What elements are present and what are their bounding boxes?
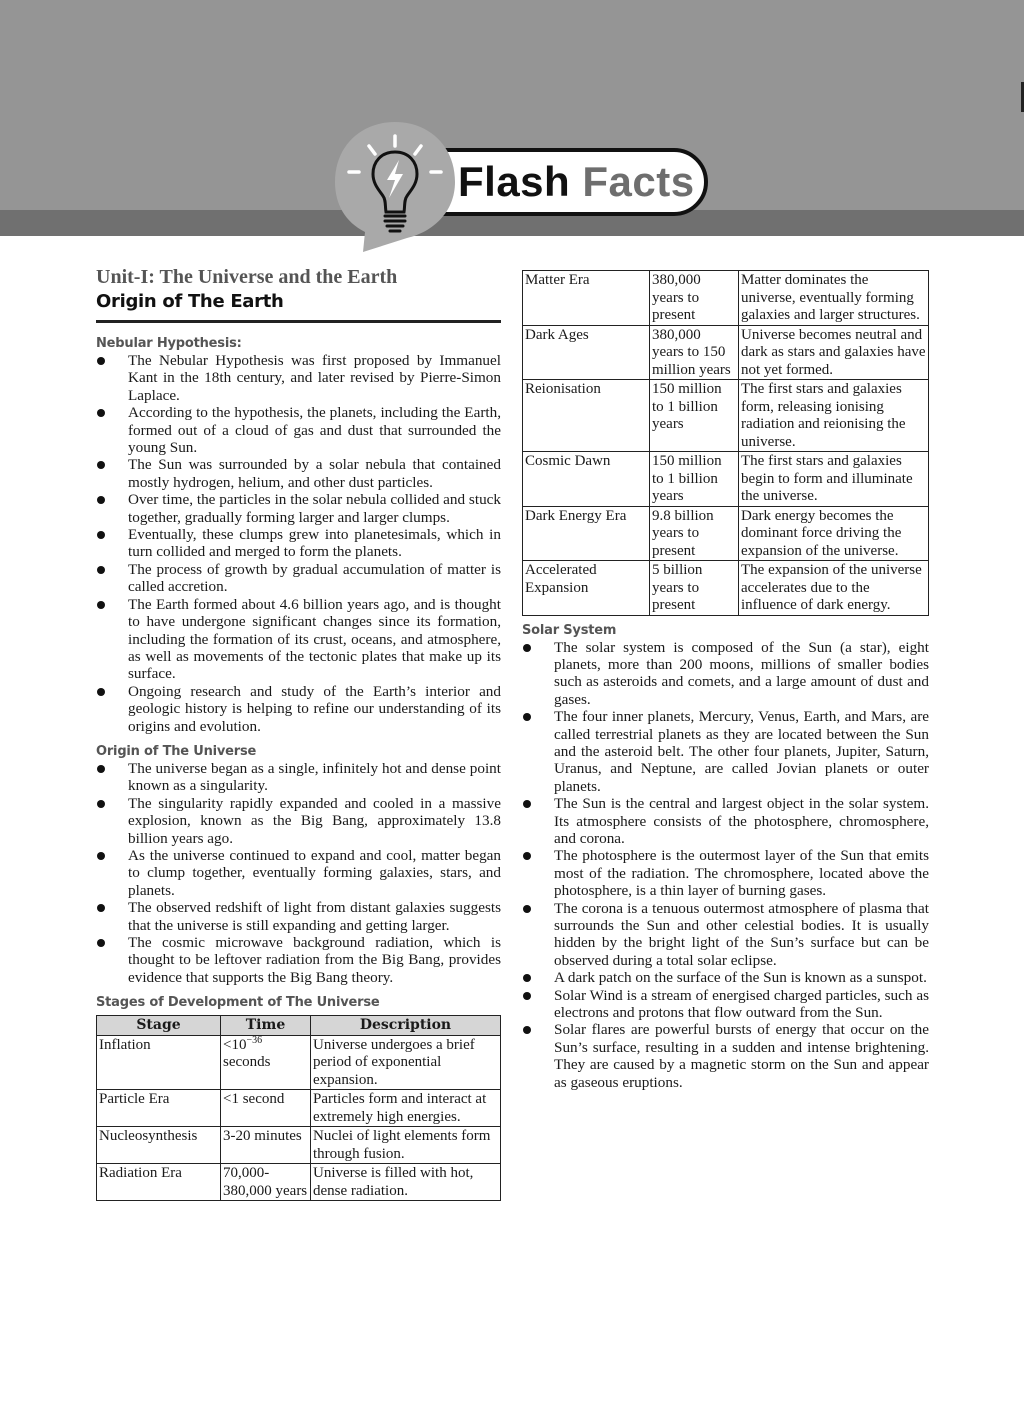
list-item: The solar system is composed of the Sun (a star), eight planets, more than 200 moons, millions of smaller bodies such as asteroids and comets, and a large amount of dust and gases. [522,639,929,709]
table-row [523,452,929,507]
table-row [97,1164,501,1201]
bullet-icon [97,566,105,574]
bullet-icon [523,644,531,652]
bullet-icon [523,852,531,860]
list-item: As the universe continued to expand and cool, matter began to clump together, eventually forming galaxies, stars, and planets. [96,847,501,899]
bullet-icon [523,1026,531,1034]
list-item: The corona is a tenuous outermost atmosphere of plasma that surrounds the Sun and other celestial bodies. It is usually hidden by the bright light of the Sun’s surface but can be observed during a total solar eclipse. [522,900,929,970]
cell-description: The expansion of the universe accelerates due to the influence of dark energy. [739,561,929,616]
table-row [97,1035,501,1090]
cell-time: 380,000 years to 150 million years [650,325,739,380]
cell-description: Universe is filled with hot, dense radiation. [311,1164,501,1201]
table-row [523,325,929,380]
list-item: The photosphere is the outermost layer of the Sun that emits most of the radiation. The chromosphere, located above the photosphere, is a thin layer of burning gases. [522,847,929,899]
cell-time: 380,000 years to present [650,271,739,326]
stages-table [96,1015,501,1201]
table-row [523,506,929,561]
bullet-icon [523,800,531,808]
cell-description: Universe becomes neutral and dark as stars and galaxies have not yet formed. [739,325,929,380]
cell-time: 5 billion years to present [650,561,739,616]
table-row [97,1127,501,1164]
list-item: The Sun is the central and largest object in the solar system. Its atmosphere consists of the photosphere, chromosphere, and corona. [522,795,929,847]
cell-time: <1 second [221,1090,311,1127]
cell-time: 150 million to 1 billion years [650,380,739,452]
table-row [523,271,929,326]
bullet-icon [97,852,105,860]
list-item: Solar flares are powerful bursts of energy that occur on the Sun’s surface, resulting in a sudden and intense brightening. They are caused by a magnetic storm on the Sun and appear as gaseous eruptions. [522,1021,929,1091]
list-item: Ongoing research and study of the Earth’s interior and geologic history is helping to refine our understanding of its origins and evolution. [96,683,501,735]
cell-stage: Matter Era [523,271,650,326]
cell-stage: Nucleosynthesis [97,1127,221,1164]
bullet-icon [523,974,531,982]
cell-time: $<10^{-36}$ seconds [221,1035,311,1090]
section-title: Origin of The Earth [96,290,501,323]
stages-heading: Stages of Development of The Universe [96,995,380,1011]
list-item: Over time, the particles in the solar nebula collided and stuck together, gradually forming larger and larger clumps. [96,491,501,526]
bullet-icon [97,939,105,947]
bullet-icon [97,531,105,539]
cell-description: The first stars and galaxies begin to form and illuminate the universe. [739,452,929,507]
list-item: The Nebular Hypothesis was first proposed by Immanuel Kant in the 18th century, and later revised by Pierre-Simon Laplace. [96,352,501,404]
banner-word-flash: Flash [458,158,571,205]
cell-description: Dark energy becomes the dominant force driving the expansion of the universe. [739,506,929,561]
list-item: The process of growth by gradual accumulation of matter is called accretion. [96,561,501,596]
list-item: Solar Wind is a stream of energised charged particles, such as electrons and protons that flow outward from the Sun. [522,987,929,1022]
table-row [97,1090,501,1127]
list-item: The Sun was surrounded by a solar nebula that contained mostly hydrogen, helium, and other dust particles. [96,456,501,491]
list-item: The Earth formed about 4.6 billion years ago, and is thought to have undergone significant changes since its formation, including the formation of its crust, oceans, and atmosphere, as well as movements of the tectonic plates that make up its surface. [96,596,501,683]
bullet-icon [97,409,105,417]
cell-description: Particles form and interact at extremely high energies. [311,1090,501,1127]
column-header-time: Time [221,1016,311,1036]
column-header-description: Description [311,1016,501,1036]
bullet-icon [523,992,531,1000]
cell-description: Matter dominates the universe, eventually forming galaxies and larger structures. [739,271,929,326]
solar-list [522,639,929,1092]
cell-time: 3-20 minutes [221,1127,311,1164]
list-item: The observed redshift of light from distant galaxies suggests that the universe is still expanding and getting larger. [96,899,501,934]
bullet-icon [97,496,105,504]
bullet-icon [97,800,105,808]
universe-heading: Origin of The Universe [96,743,257,759]
table-row [523,380,929,452]
list-item: The singularity rapidly expanded and cooled in a massive explosion, known as the Big Bang, approximately 13.8 billion years ago. [96,795,501,847]
list-item: A dark patch on the surface of the Sun is known as a sunspot. [522,969,929,986]
cell-description: Universe undergoes a brief period of exponential expansion. [311,1035,501,1090]
stages-table-continued [522,270,929,616]
list-item: According to the hypothesis, the planets, including the Earth, formed out of a cloud of gas and dust that surrounded the young Sun. [96,404,501,456]
cell-time: 70,000-380,000 years [221,1164,311,1201]
bullet-icon [97,461,105,469]
bullet-icon [97,357,105,365]
bullet-icon [97,904,105,912]
cell-description: The first stars and galaxies form, releasing ionising radiation and reionising the universe. [739,380,929,452]
list-item: The universe began as a single, infinitely hot and dense point known as a singularity. [96,760,501,795]
cell-stage: Dark Ages [523,325,650,380]
nebular-heading: Nebular Hypothesis: [96,336,242,351]
right-column [522,270,929,1091]
cell-stage: Inflation [97,1035,221,1090]
nebular-list [96,352,501,735]
cell-time: 150 million to 1 billion years [650,452,739,507]
column-header-stage: Stage [97,1016,221,1036]
cell-stage: Particle Era [97,1090,221,1127]
list-item: Eventually, these clumps grew into planetesimals, which in turn collided and merged to form the planets. [96,526,501,561]
banner-title [458,154,695,210]
cell-description: Nuclei of light elements form through fusion. [311,1127,501,1164]
cell-stage: Reionisation [523,380,650,452]
cell-time: 9.8 billion years to present [650,506,739,561]
bullet-icon [523,713,531,721]
list-item: The four inner planets, Mercury, Venus, Earth, and Mars, are called terrestrial planets as they are located between the Sun and the asteroid belt. The other four planets, Jupiter, Saturn, Uranus, and Neptune, are called Jovian planets or outer planets. [522,708,929,795]
list-item: The cosmic microwave background radiation, which is thought to be leftover radiation from the Big Bang, provides evidence that supports the Big Bang theory. [96,934,501,986]
left-column [96,264,501,1201]
bullet-icon [523,905,531,913]
lightbulb-lightning-icon [333,120,457,254]
bullet-icon [97,765,105,773]
bullet-icon [97,601,105,609]
cell-stage: Accelerated Expansion [523,561,650,616]
solar-heading: Solar System [522,622,617,638]
cell-stage: Cosmic Dawn [523,452,650,507]
table-row [523,561,929,616]
unit-title: Unit-I: The Universe and the Earth [96,266,398,288]
cell-stage: Dark Energy Era [523,506,650,561]
bullet-icon [97,688,105,696]
banner-word-facts: Facts [582,158,695,205]
cell-stage: Radiation Era [97,1164,221,1201]
universe-list [96,760,501,986]
table-header-row [97,1016,501,1036]
